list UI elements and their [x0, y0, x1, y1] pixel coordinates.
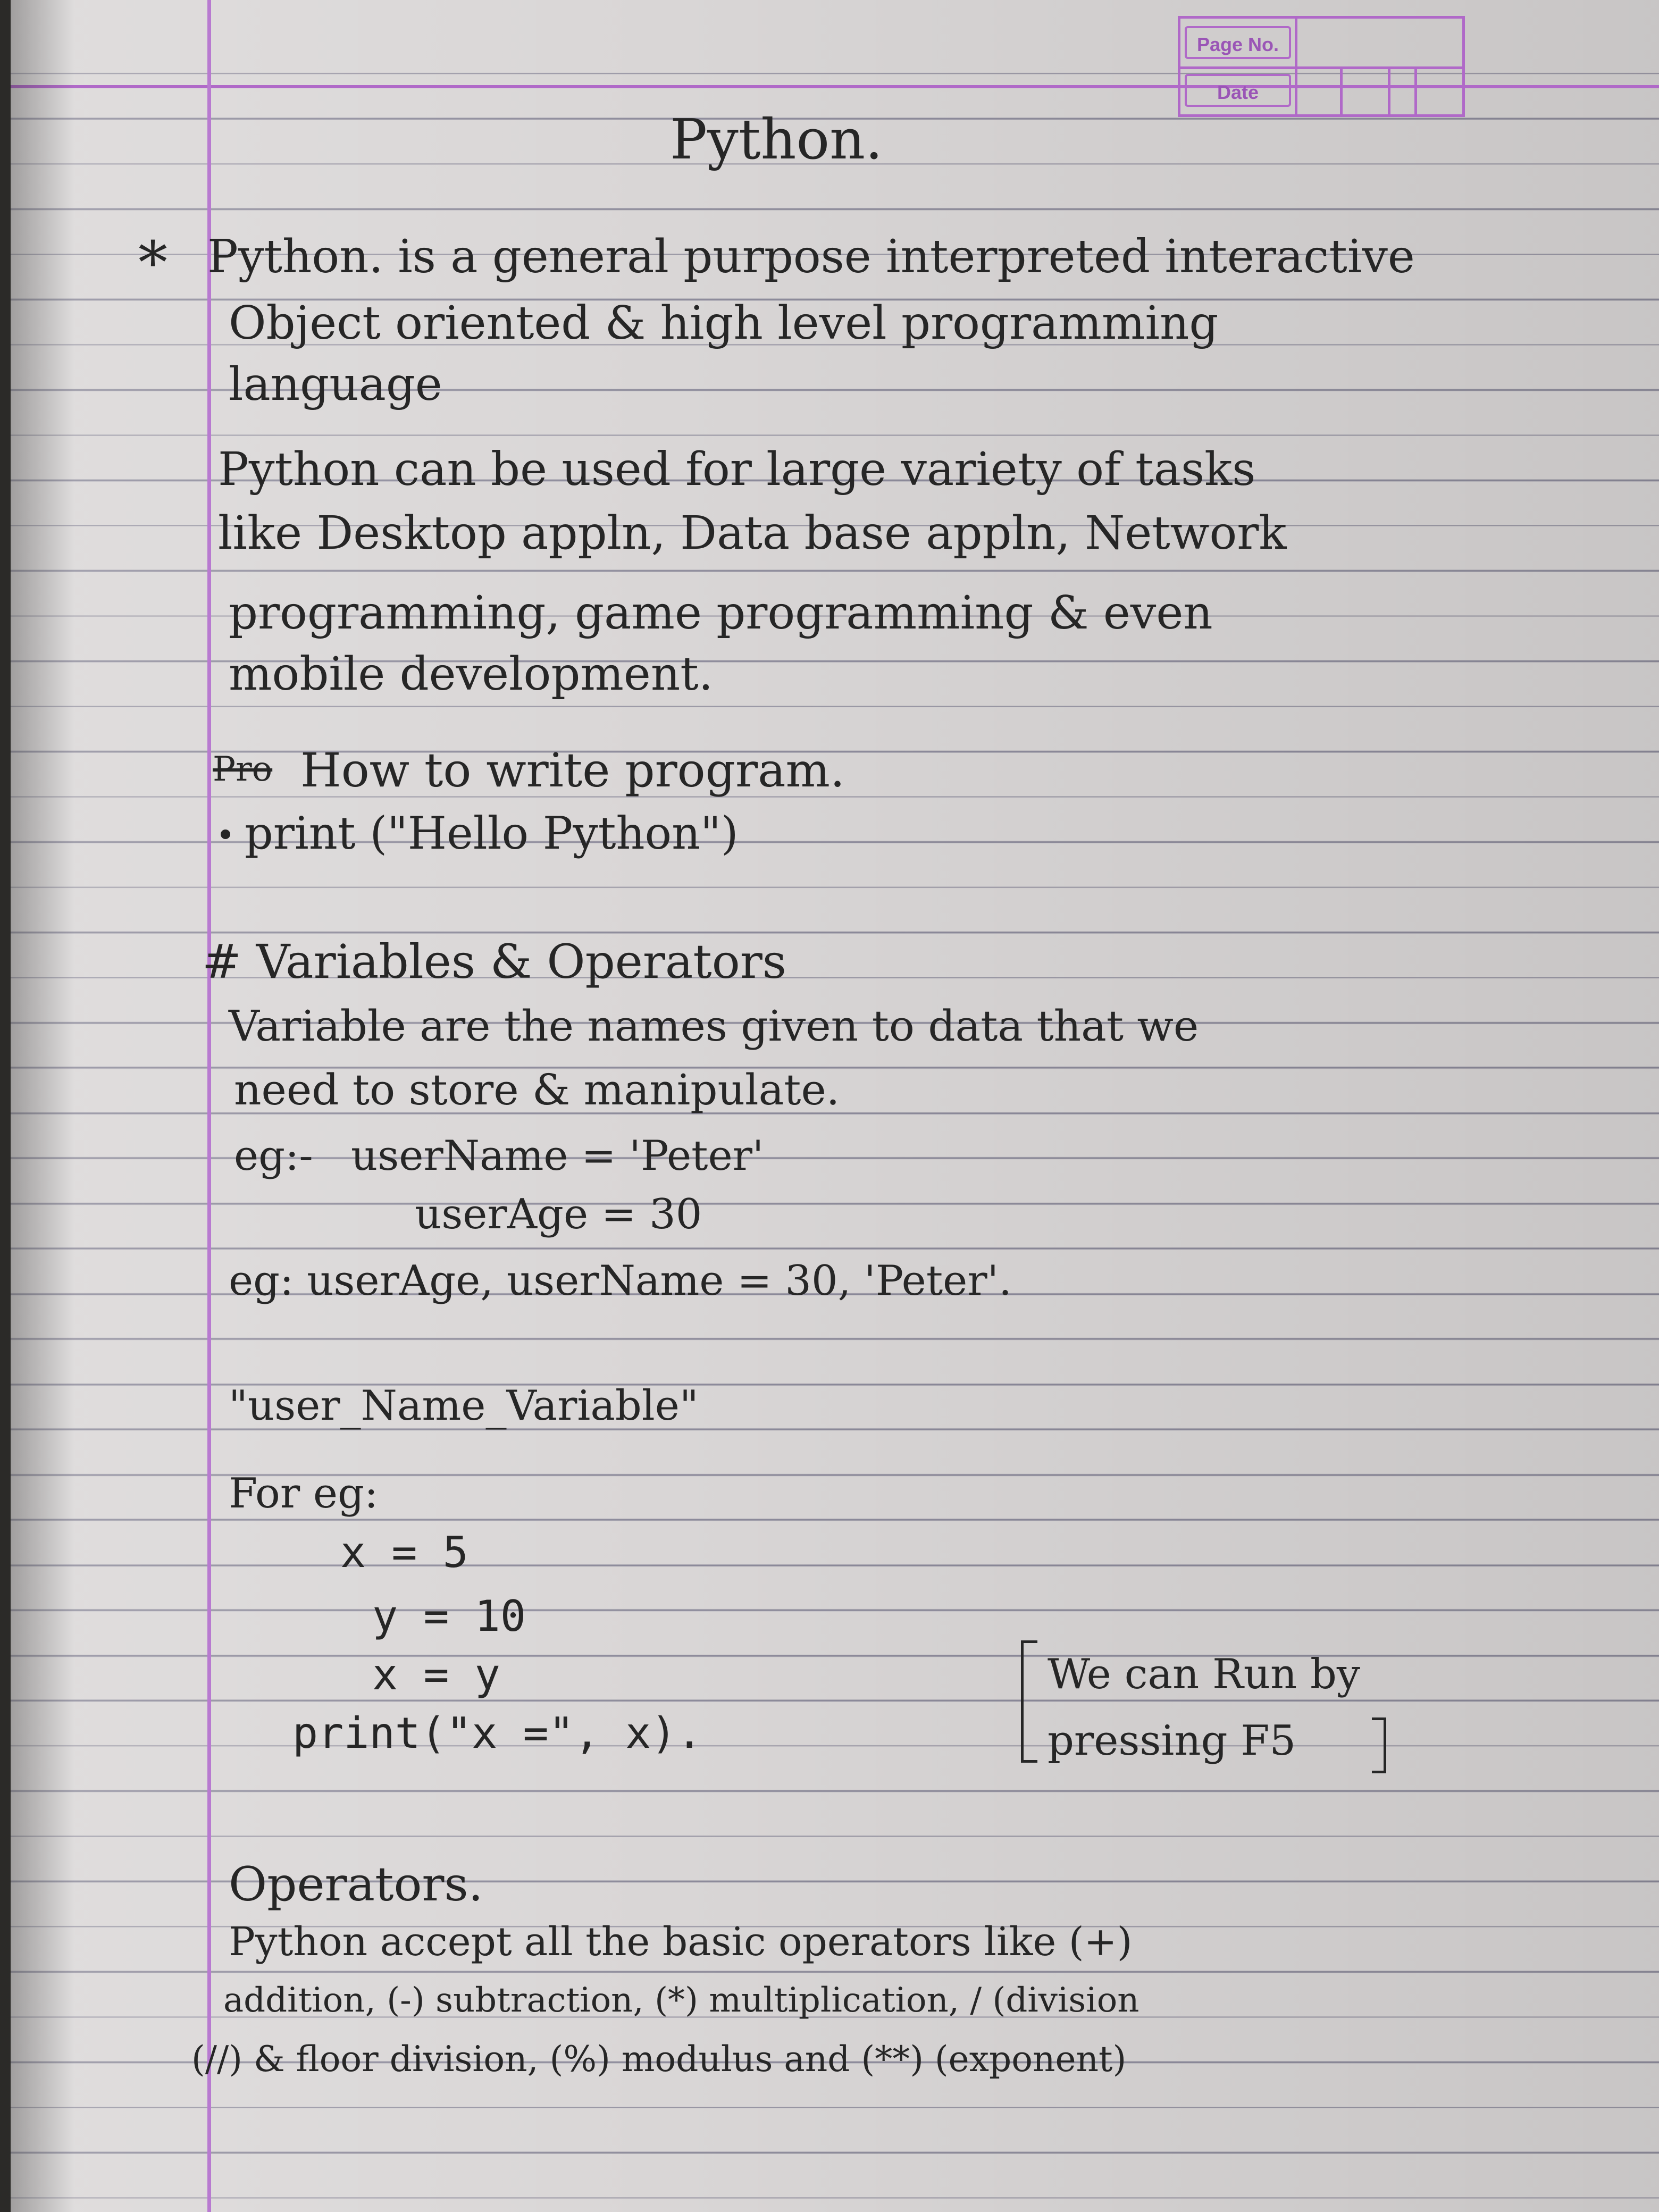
date-cell: [1340, 66, 1343, 114]
run-note-bracket-close: [1372, 1717, 1386, 1773]
intro-line: like Desktop appln, Data base appln, Network: [218, 507, 1287, 560]
intro-line: Python. is a general purpose interpreted interactive: [207, 230, 1415, 283]
intro-line: programming, game programming & even: [229, 586, 1213, 640]
example-prefix: eg:-: [234, 1132, 313, 1180]
intro-line: mobile development.: [229, 648, 714, 701]
date-cell: [1388, 66, 1390, 114]
date-cell: [1295, 66, 1297, 114]
intro-line: Python can be used for large variety of tasks: [218, 443, 1256, 496]
notebook-page: [11, 0, 1659, 2212]
page-title: Python.: [670, 107, 883, 172]
operators-heading: Operators.: [229, 1857, 483, 1912]
variables-line: need to store & manipulate.: [234, 1065, 840, 1115]
struck-word: Pro: [213, 750, 273, 789]
code-line: y = 10: [372, 1591, 526, 1641]
how-to-heading: How to write program.: [300, 743, 845, 798]
variables-heading: # Variables & Operators: [202, 934, 786, 989]
operators-line: (//) & floor division, (%) modulus and (**) (exponent): [191, 2039, 1127, 2080]
run-note-line: pressing F5: [1048, 1717, 1296, 1765]
intro-line: language: [229, 358, 442, 411]
run-note-line: We can Run by: [1048, 1650, 1360, 1698]
page-no-row: [1180, 19, 1462, 69]
margin-line: [207, 0, 211, 2212]
operators-line: addition, (-) subtraction, (*) multiplication, / (division: [223, 1981, 1139, 2020]
date-row: [1180, 66, 1462, 114]
example-line: userName = 'Peter': [351, 1132, 764, 1180]
operators-line: Python accept all the basic operators like (+): [229, 1919, 1133, 1965]
multi-assign-line: eg: userAge, userName = 30, 'Peter'.: [229, 1257, 1012, 1305]
date-label: Date: [1185, 74, 1291, 107]
dot-bullet: [221, 830, 230, 839]
page-no-label: Page No.: [1185, 26, 1291, 59]
variables-line: Variable are the names given to data that we: [229, 1001, 1199, 1051]
code-line: print("x =", x).: [292, 1708, 702, 1758]
code-line: x = y: [372, 1650, 500, 1699]
example-line: userAge = 30: [415, 1191, 702, 1238]
page-date-box: [1178, 16, 1465, 117]
code-line: x = 5: [340, 1528, 468, 1577]
intro-line: Object oriented & high level programming: [229, 297, 1219, 350]
star-bullet: *: [138, 229, 167, 297]
for-eg-label: For eg:: [229, 1470, 379, 1518]
naming-example: "user_Name_Variable": [229, 1382, 699, 1430]
page-no-cell: [1295, 19, 1297, 66]
hello-code: print ("Hello Python"): [245, 807, 739, 859]
page-left-shadow: [11, 0, 74, 2212]
date-cell: [1414, 66, 1417, 114]
